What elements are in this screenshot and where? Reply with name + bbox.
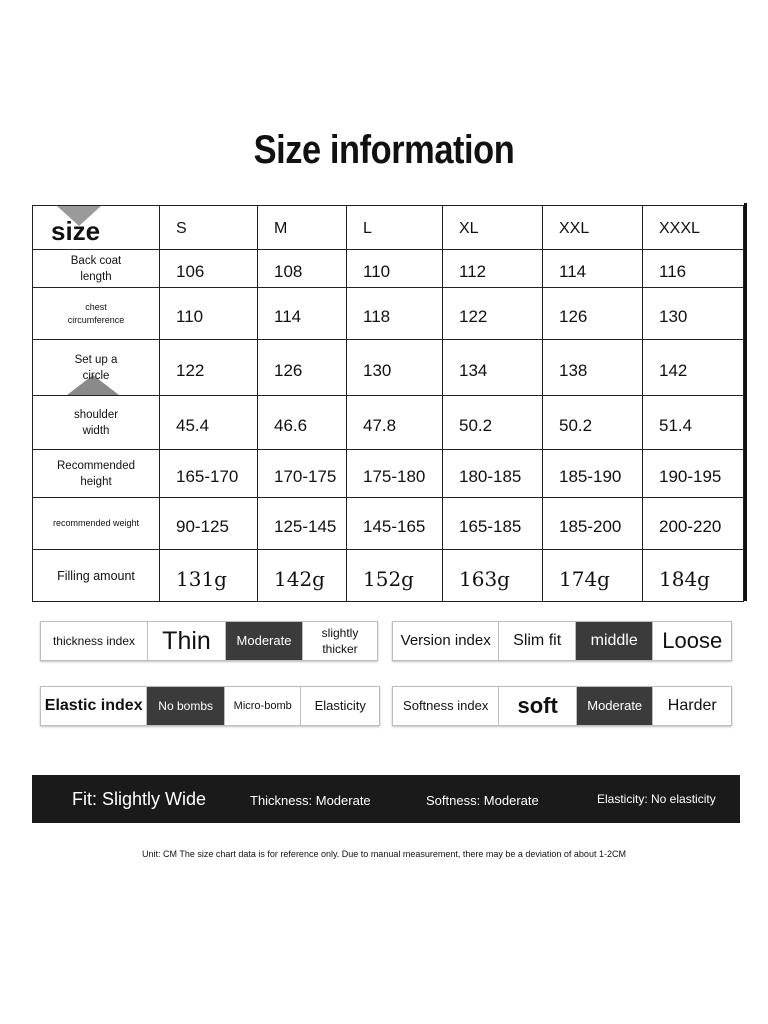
size-header-m: M [258, 206, 347, 250]
thickness-option-thin: Thin [148, 622, 226, 660]
table-cell: 114 [543, 250, 643, 288]
thickness-index [40, 621, 378, 661]
table-cell: 47.8 [347, 396, 443, 450]
table-cell: 200-220 [643, 498, 744, 550]
table-cell: 108 [258, 250, 347, 288]
table-cell: 45.4 [160, 396, 258, 450]
elastic-index-label: Elastic index [41, 687, 147, 725]
table-header-row [33, 206, 744, 250]
table-cell: 114 [258, 288, 347, 340]
row-label-back-length: Back coat length [33, 250, 160, 288]
table-cell: 190-195 [643, 450, 744, 498]
row-label-circle: Set up a circle [33, 340, 160, 396]
size-header-cell [33, 206, 160, 250]
elastic-option-no-bombs: No bombs [147, 687, 225, 725]
table-row [33, 288, 744, 340]
elastic-index [40, 686, 380, 726]
size-header-l: L [347, 206, 443, 250]
table-cell: 122 [160, 340, 258, 396]
table-cell: 142g [258, 550, 347, 602]
table-cell: 116 [643, 250, 744, 288]
table-cell: 51.4 [643, 396, 744, 450]
table-cell: 106 [160, 250, 258, 288]
softness-option-moderate: Moderate [577, 687, 654, 725]
table-cell: 112 [443, 250, 543, 288]
table-cell: 165-185 [443, 498, 543, 550]
size-header-label: size [51, 216, 101, 246]
table-cell: 170-175 [258, 450, 347, 498]
table-cell: 126 [543, 288, 643, 340]
thickness-option-slightly-thicker: slightly thicker [321, 626, 359, 656]
table-row [33, 396, 744, 450]
table-cell: 185-200 [543, 498, 643, 550]
fit-summary-softness: Softness: Moderate [426, 793, 539, 808]
row-label-chest: chest circumference [33, 288, 160, 340]
elastic-option-micro-bomb: Micro-bomb [225, 687, 302, 725]
table-cell: 175-180 [347, 450, 443, 498]
table-cell: 110 [160, 288, 258, 340]
row-label-shoulder: shoulder width [33, 396, 160, 450]
elastic-option-elasticity: Elasticity [314, 698, 366, 713]
table-cell: 122 [443, 288, 543, 340]
table-cell: 138 [543, 340, 643, 396]
table-cell: 134 [443, 340, 543, 396]
table-row [33, 250, 744, 288]
version-index [392, 621, 732, 661]
table-cell: 50.2 [543, 396, 643, 450]
table-cell: 185-190 [543, 450, 643, 498]
table-row [33, 498, 744, 550]
table-cell: 180-185 [443, 450, 543, 498]
table-cell: 184g [643, 550, 744, 602]
version-index-label: Version index [393, 622, 499, 660]
footnote: Unit: CM The size chart data is for reference only. Due to manual measurement, there may be a deviation of about 1-2CM [142, 849, 626, 859]
fit-summary-elasticity: Elasticity: No elasticity [597, 792, 716, 806]
table-row [33, 550, 744, 602]
version-option-middle: middle [576, 622, 654, 660]
table-cell: 165-170 [160, 450, 258, 498]
version-option-slim-fit: Slim fit [499, 622, 576, 660]
table-cell: 50.2 [443, 396, 543, 450]
size-header-s: S [160, 206, 258, 250]
fit-summary-bar [32, 775, 740, 823]
table-cell: 130 [643, 288, 744, 340]
table-cell: 142 [643, 340, 744, 396]
size-header-xxl: XXL [543, 206, 643, 250]
table-edge-bar [744, 203, 747, 601]
table-cell: 152g [347, 550, 443, 602]
table-cell: 118 [347, 288, 443, 340]
size-header-xl: XL [443, 206, 543, 250]
table-row [33, 450, 744, 498]
softness-option-soft: soft [499, 687, 577, 725]
fit-summary-fit: Fit: Slightly Wide [72, 789, 207, 809]
table-cell: 125-145 [258, 498, 347, 550]
table-cell: 163g [443, 550, 543, 602]
table-cell: 90-125 [160, 498, 258, 550]
table-cell: 131g [160, 550, 258, 602]
size-header-xxxl: XXXL [643, 206, 744, 250]
table-cell: 46.6 [258, 396, 347, 450]
table-cell: 126 [258, 340, 347, 396]
size-table [32, 205, 744, 602]
table-cell: 145-165 [347, 498, 443, 550]
table-cell: 174g [543, 550, 643, 602]
table-row [33, 340, 744, 396]
row-label-height: Recommended height [33, 450, 160, 498]
row-label-filling: Filling amount [33, 550, 160, 602]
softness-option-harder: Harder [667, 697, 717, 714]
table-cell: 130 [347, 340, 443, 396]
page-title: Size information [253, 128, 515, 172]
table-cell: 110 [347, 250, 443, 288]
softness-index-label: Softness index [393, 687, 499, 725]
thickness-option-moderate: Moderate [226, 622, 303, 660]
fit-summary-thickness: Thickness: Moderate [250, 793, 371, 808]
thickness-index-label: thickness index [41, 622, 148, 660]
softness-index [392, 686, 732, 726]
version-option-loose: Loose [662, 628, 723, 653]
row-label-weight: recommended weight [33, 498, 160, 550]
